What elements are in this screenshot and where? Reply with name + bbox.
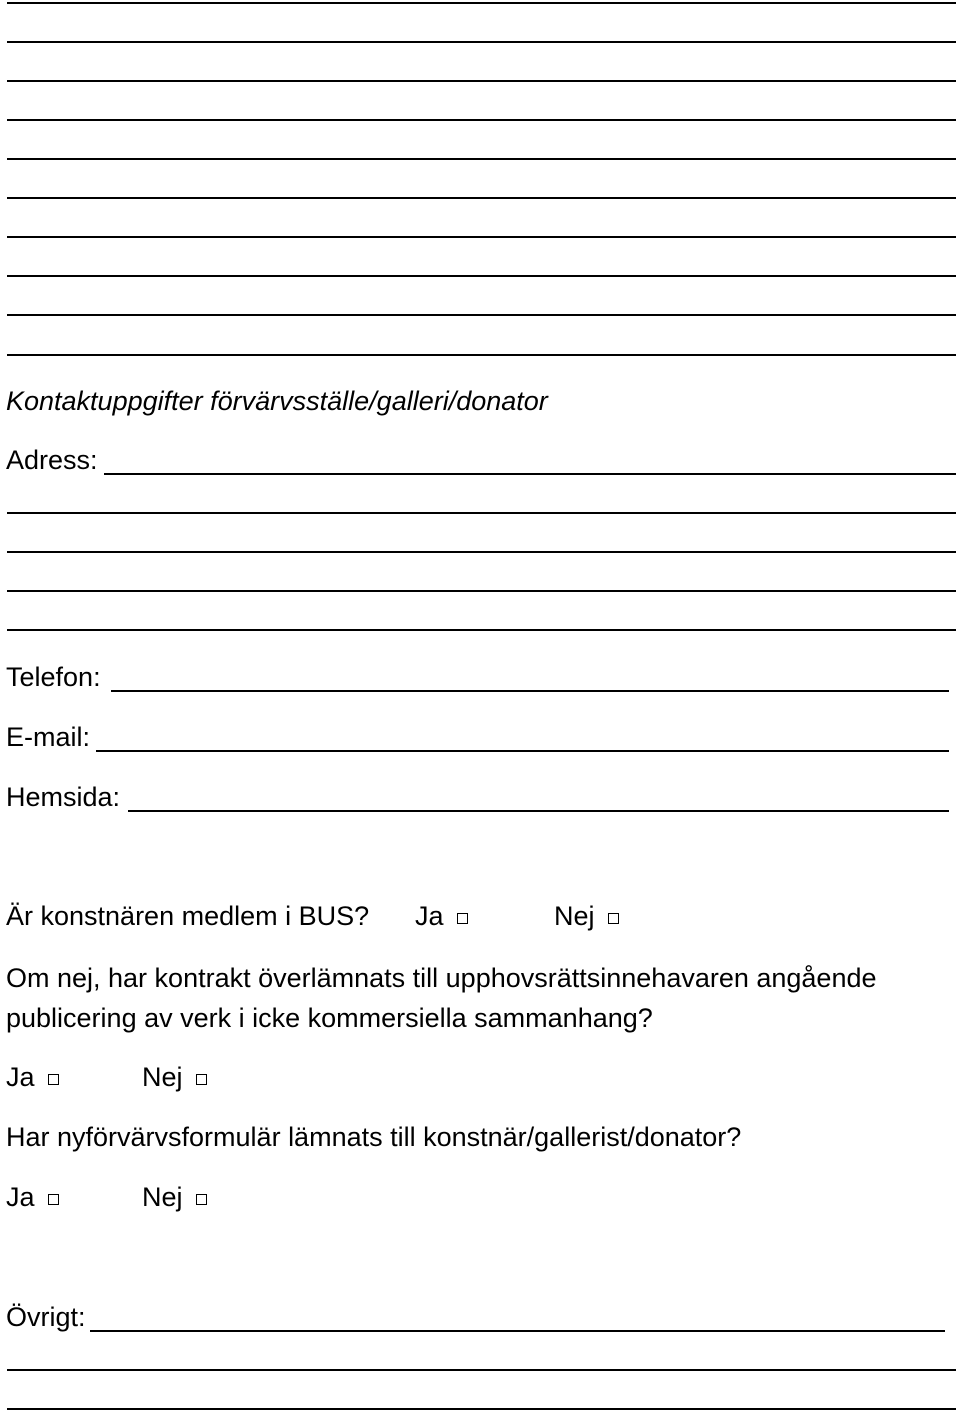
- ovrigt-label: Övrigt:: [6, 1302, 86, 1332]
- contract-yes-label: Ja: [6, 1062, 35, 1092]
- telefon-field[interactable]: [111, 690, 949, 692]
- checkbox-icon[interactable]: [608, 913, 619, 924]
- adress-line-4[interactable]: [7, 590, 956, 592]
- checkbox-icon[interactable]: [196, 1074, 207, 1085]
- hemsida-field[interactable]: [128, 810, 949, 812]
- ovrigt-line-2[interactable]: [7, 1369, 956, 1371]
- writing-line[interactable]: [7, 236, 956, 238]
- bus-no-label: Nej: [554, 901, 595, 931]
- bus-yes-option[interactable]: [415, 900, 468, 932]
- bus-no-option[interactable]: [554, 900, 619, 932]
- writing-line[interactable]: [7, 2, 956, 4]
- writing-line[interactable]: [7, 119, 956, 121]
- ovrigt-field[interactable]: [90, 1330, 945, 1332]
- checkbox-icon[interactable]: [48, 1194, 59, 1205]
- writing-line[interactable]: [7, 158, 956, 160]
- adress-line-3[interactable]: [7, 551, 956, 553]
- writing-line[interactable]: [7, 197, 956, 199]
- bus-yes-label: Ja: [415, 901, 444, 931]
- writing-line[interactable]: [7, 80, 956, 82]
- adress-line-2[interactable]: [7, 512, 956, 514]
- contract-no-option[interactable]: [142, 1061, 207, 1093]
- hemsida-label: Hemsida:: [6, 782, 121, 812]
- adress-field[interactable]: [104, 473, 956, 475]
- contract-no-label: Nej: [142, 1062, 183, 1092]
- checkbox-icon[interactable]: [48, 1074, 59, 1085]
- checkbox-icon[interactable]: [457, 913, 468, 924]
- form-yes-label: Ja: [6, 1182, 35, 1212]
- form-yes-option[interactable]: [6, 1181, 59, 1213]
- writing-line[interactable]: [7, 275, 956, 277]
- email-field[interactable]: [96, 750, 949, 752]
- ovrigt-line-3[interactable]: [7, 1408, 956, 1410]
- bus-question: Är konstnären medlem i BUS?: [6, 901, 370, 931]
- telefon-label: Telefon:: [6, 662, 101, 692]
- adress-line-5[interactable]: [7, 629, 956, 631]
- checkbox-icon[interactable]: [196, 1194, 207, 1205]
- section-title: Kontaktuppgifter förvärvsställe/galleri/donator: [6, 386, 548, 416]
- writing-line[interactable]: [7, 41, 956, 43]
- form-question: Har nyförvärvsformulär lämnats till konstnär/gallerist/donator?: [6, 1122, 742, 1152]
- writing-line[interactable]: [7, 314, 956, 316]
- contract-question: Om nej, har kontrakt överlämnats till upphovsrättsinnehavaren angående publicering av verk i icke kommersiella sammanhang?: [6, 963, 877, 1033]
- form-no-label: Nej: [142, 1182, 183, 1212]
- writing-line[interactable]: [7, 354, 956, 356]
- email-label: E-mail:: [6, 722, 91, 752]
- form-no-option[interactable]: [142, 1181, 207, 1213]
- contract-yes-option[interactable]: [6, 1061, 59, 1093]
- adress-label: Adress:: [6, 445, 98, 475]
